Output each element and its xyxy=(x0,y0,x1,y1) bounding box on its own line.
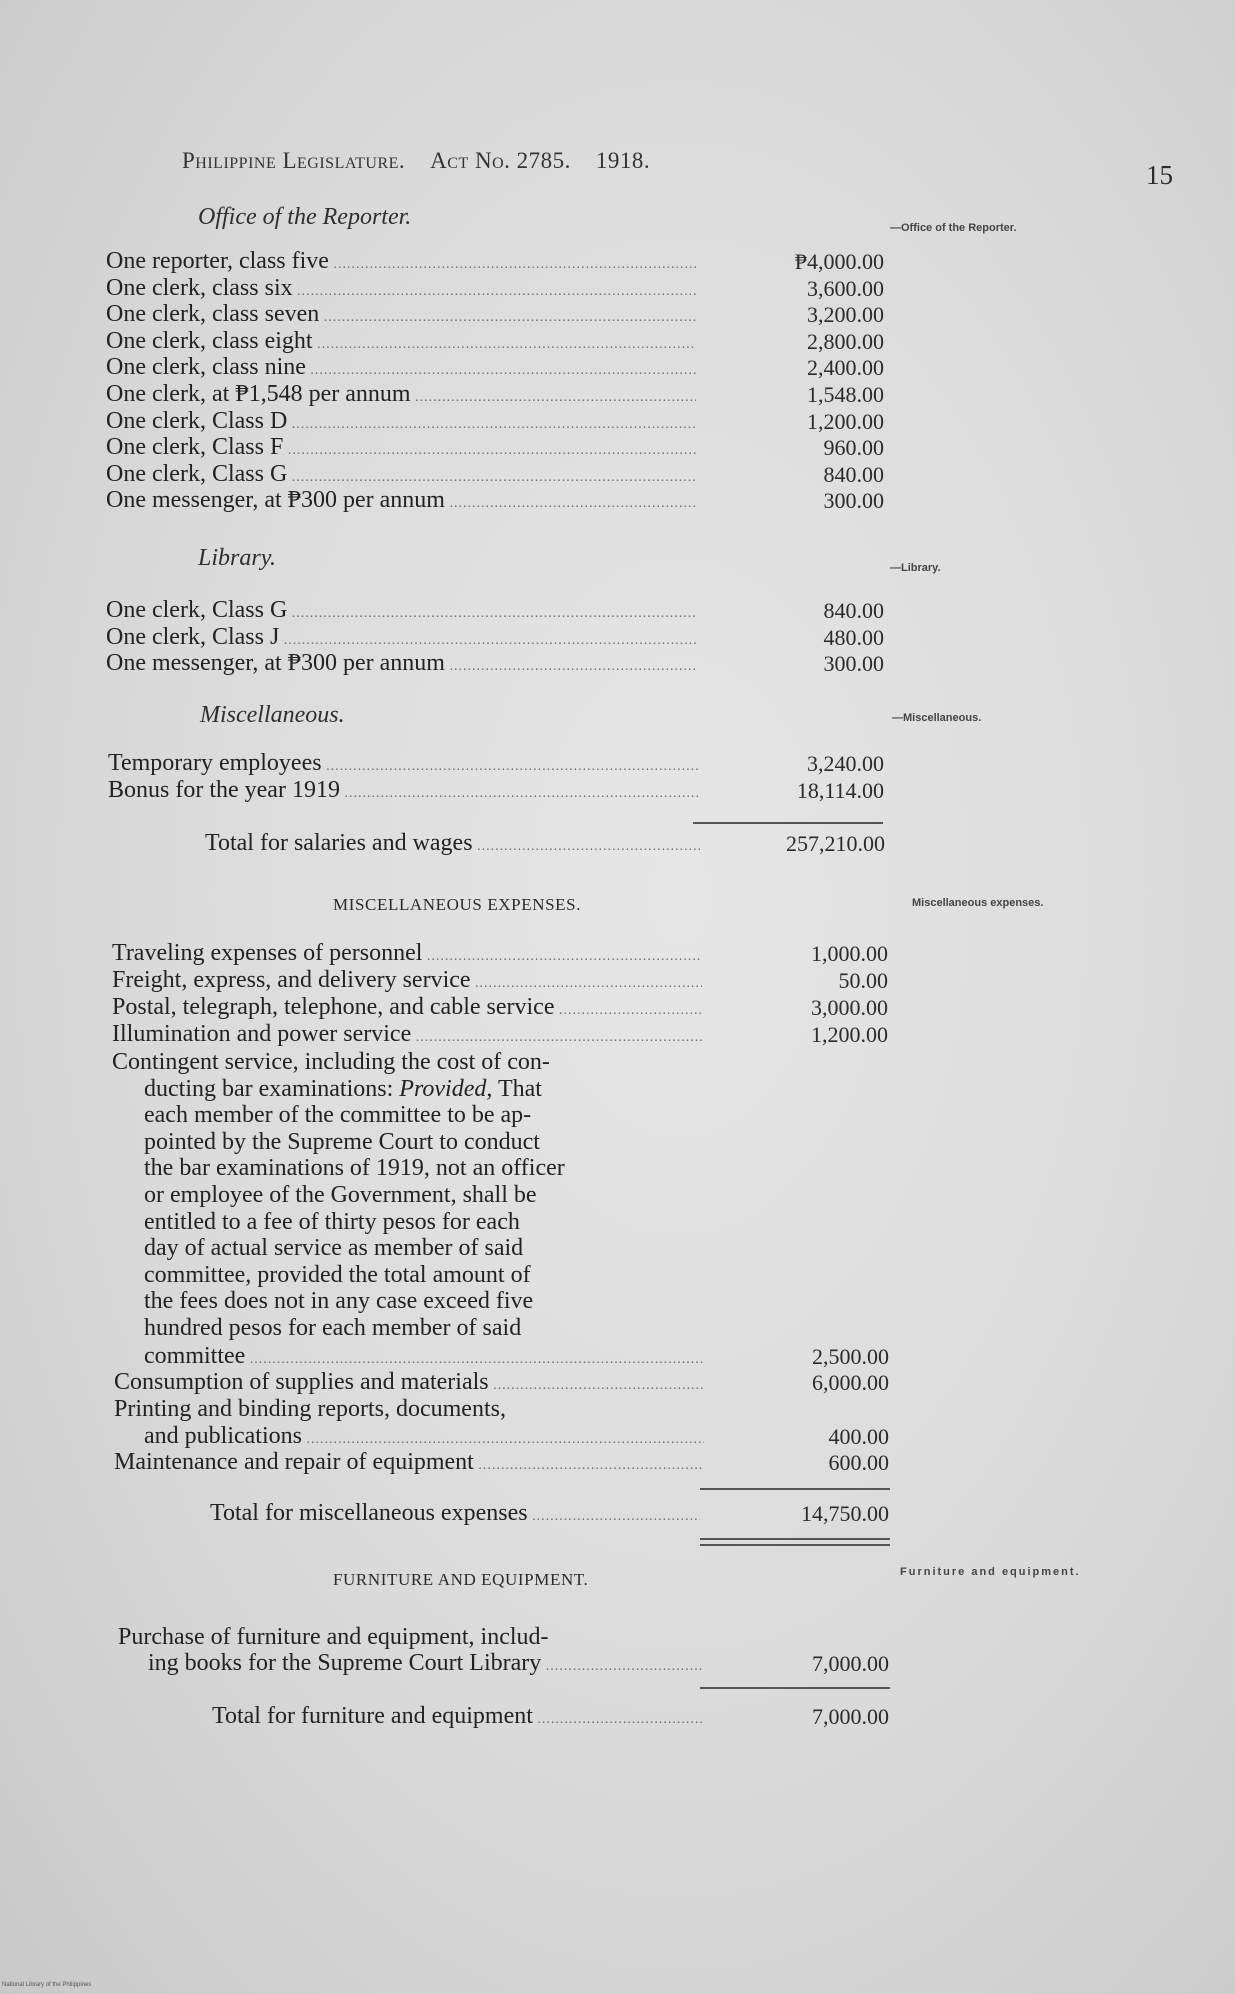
line-item-row xyxy=(112,967,888,994)
line-item-label: Bonus for the year 1919 ..... xyxy=(108,777,698,807)
line-item-label: One clerk, Class F ..... xyxy=(106,434,696,464)
line-item-label: One messenger, at ₱300 per annum ..... xyxy=(106,650,696,680)
total-furniture-label: Total for furniture and equipment ..... xyxy=(212,1703,702,1733)
line-item-row xyxy=(106,301,884,328)
contingent-body-line: the bar examinations of 1919, not an officer xyxy=(144,1155,565,1182)
maintenance-amount: 600.00 xyxy=(828,1450,889,1475)
printing-amount: 400.00 xyxy=(828,1424,889,1449)
line-item-amount: 1,000.00 xyxy=(811,941,888,966)
consumption-label: Consumption of supplies and materials ..... xyxy=(114,1369,704,1399)
line-item-row xyxy=(106,408,884,435)
library-stamp: National Library of the Philippines xyxy=(2,1982,92,1988)
line-item-label: Traveling expenses of personnel ..... xyxy=(112,940,702,970)
line-item-row xyxy=(106,650,884,677)
contingent-line-2 xyxy=(112,1076,702,1103)
line-item-amount: 50.00 xyxy=(838,968,888,993)
contingent-line-2-tail: That xyxy=(492,1075,542,1102)
margin-note-library: —Library. xyxy=(890,562,941,574)
line-item-amount: 1,548.00 xyxy=(807,382,884,407)
total-misc-expenses-row xyxy=(210,1500,889,1527)
line-item-row xyxy=(112,1021,888,1048)
total-misc-expenses-label: Total for miscellaneous expenses ..... xyxy=(210,1500,700,1530)
contingent-body-line: committee, provided the total amount of xyxy=(144,1261,531,1288)
line-item-amount: 840.00 xyxy=(823,598,884,623)
line-item-amount: 3,600.00 xyxy=(807,275,884,301)
line-item-amount: 3,240.00 xyxy=(807,751,884,776)
line-item-label: One clerk, class seven ..... xyxy=(106,301,696,331)
line-item-amount: 2,800.00 xyxy=(807,328,884,354)
margin-note-furniture: Furniture and equipment. xyxy=(900,1566,1081,1578)
line-item-row xyxy=(106,354,884,381)
line-item-row xyxy=(106,597,884,624)
purchase-line-1: Purchase of furniture and equipment, includ- xyxy=(118,1624,549,1650)
line-item-label: Postal, telegraph, telephone, and cable service ..... xyxy=(112,994,702,1024)
contingent-last-line: committee ..... xyxy=(144,1343,704,1373)
total-salaries-amount: 257,210.00 xyxy=(786,831,885,856)
line-item-amount: 18,114.00 xyxy=(796,777,884,803)
line-item-amount: 840.00 xyxy=(823,461,884,487)
contingent-body-line: or employee of the Government, shall be xyxy=(144,1181,537,1208)
maintenance-row xyxy=(114,1449,889,1476)
maintenance-label: Maintenance and repair of equipment ..... xyxy=(114,1449,704,1479)
consumption-amount: 6,000.00 xyxy=(812,1370,889,1395)
line-item-label: One clerk, at ₱1,548 per annum ..... xyxy=(106,381,696,411)
page-number: 15 xyxy=(1146,160,1173,190)
purchase-amount: 7,000.00 xyxy=(812,1651,889,1676)
line-item-row xyxy=(106,275,884,302)
act-year: 1918. xyxy=(595,148,651,173)
contingent-body-line: entitled to a fee of thirty pesos for each xyxy=(144,1208,520,1235)
purchase-line-1-wrap xyxy=(118,1624,738,1651)
printing-row xyxy=(144,1423,889,1450)
line-item-amount: 2,400.00 xyxy=(807,355,884,381)
line-item-row xyxy=(108,750,884,777)
line-item-label: One clerk, class nine ..... xyxy=(106,354,696,384)
line-item-label: Temporary employees ..... xyxy=(108,750,698,780)
line-item-label: One clerk, class eight ..... xyxy=(106,328,696,358)
line-item-label: Illumination and power service ..... xyxy=(112,1021,702,1051)
line-item-amount: 1,200.00 xyxy=(807,408,884,434)
contingent-body-line: pointed by the Supreme Court to conduct xyxy=(144,1128,540,1155)
line-item-amount: 480.00 xyxy=(823,624,884,650)
line-item-amount: 3,000.00 xyxy=(811,995,888,1020)
line-item-row xyxy=(106,487,884,514)
section-title-library: Library. xyxy=(198,545,277,571)
contingent-body-line: the fees does not in any case exceed five xyxy=(144,1288,534,1315)
line-item-label: Freight, express, and delivery service ..... xyxy=(112,967,702,997)
line-item-row xyxy=(106,624,884,651)
line-item-row xyxy=(108,777,884,804)
running-header xyxy=(182,148,650,174)
contingent-line-2-text: ducting bar examinations: xyxy=(144,1075,400,1102)
line-item-amount: 300.00 xyxy=(823,488,884,514)
total-furniture-row xyxy=(212,1703,889,1730)
section-title-miscellaneous: Miscellaneous. xyxy=(200,702,345,728)
section-title-furniture: FURNITURE AND EQUIPMENT. xyxy=(333,1570,589,1589)
line-item-label: One reporter, class five ..... xyxy=(106,248,696,278)
total-misc-expenses-amount: 14,750.00 xyxy=(801,1501,889,1526)
line-item-row xyxy=(106,461,884,488)
consumption-row xyxy=(114,1369,889,1396)
line-item-row xyxy=(106,328,884,355)
purchase-row xyxy=(148,1650,889,1677)
line-item-label: One messenger, at ₱300 per annum ..... xyxy=(106,487,696,517)
line-item-label: One clerk, class six ..... xyxy=(106,275,696,305)
rule-misc-expenses xyxy=(700,1488,890,1490)
line-item-label: One clerk, Class G ..... xyxy=(106,597,696,627)
line-item-row xyxy=(106,381,884,408)
margin-note-misc-expenses: Miscellaneous expenses. xyxy=(912,897,1044,909)
line-item-amount: 1,200.00 xyxy=(811,1022,888,1047)
contingent-amount: 2,500.00 xyxy=(812,1344,889,1369)
rule-salaries xyxy=(693,822,883,824)
contingent-body-line: day of actual service as member of said xyxy=(144,1235,524,1262)
line-item-row xyxy=(106,434,884,461)
margin-note-reporter: —Office of the Reporter. xyxy=(890,222,1017,234)
contingent-body xyxy=(112,1102,702,1341)
line-item-amount: 3,200.00 xyxy=(807,302,884,328)
contingent-line-1: Contingent service, including the cost of con- xyxy=(112,1049,550,1075)
line-item-label: One clerk, Class J ..... xyxy=(106,624,696,654)
act-number: Act No. 2785. xyxy=(430,148,571,173)
line-item-label: One clerk, Class D ..... xyxy=(106,408,696,438)
section-title-reporter: Office of the Reporter. xyxy=(198,204,412,230)
line-item-row xyxy=(106,248,884,275)
contingent-paragraph xyxy=(112,1049,702,1342)
double-rule-misc xyxy=(700,1538,890,1540)
line-item-amount: 960.00 xyxy=(823,435,884,461)
contingent-body-line: each member of the committee to be ap- xyxy=(144,1102,532,1129)
line-item-amount: ₱4,000.00 xyxy=(794,249,884,274)
printing-line-1-wrap xyxy=(114,1396,714,1423)
line-item-row xyxy=(112,940,888,967)
provided-italic: Provided, xyxy=(399,1075,493,1102)
total-salaries-label: Total for salaries and wages ..... xyxy=(205,830,700,860)
total-salaries-row xyxy=(205,830,885,857)
contingent-committee-row xyxy=(144,1343,889,1370)
running-title: Philippine Legislature. xyxy=(182,148,406,173)
line-item-row xyxy=(112,994,888,1021)
total-furniture-amount: 7,000.00 xyxy=(812,1704,889,1729)
line-item-amount: 300.00 xyxy=(823,651,884,677)
margin-note-miscellaneous: —Miscellaneous. xyxy=(892,712,982,724)
rule-furniture xyxy=(700,1687,890,1689)
section-title-misc-expenses: MISCELLANEOUS EXPENSES. xyxy=(333,895,582,914)
line-item-label: One clerk, Class G ..... xyxy=(106,461,696,491)
purchase-line-2: ing books for the Supreme Court Library ..... xyxy=(148,1650,703,1680)
printing-line-1: Printing and binding reports, documents, xyxy=(114,1396,506,1422)
contingent-body-line: hundred pesos for each member of said xyxy=(144,1314,522,1341)
printing-line-2: and publications ..... xyxy=(144,1423,704,1453)
